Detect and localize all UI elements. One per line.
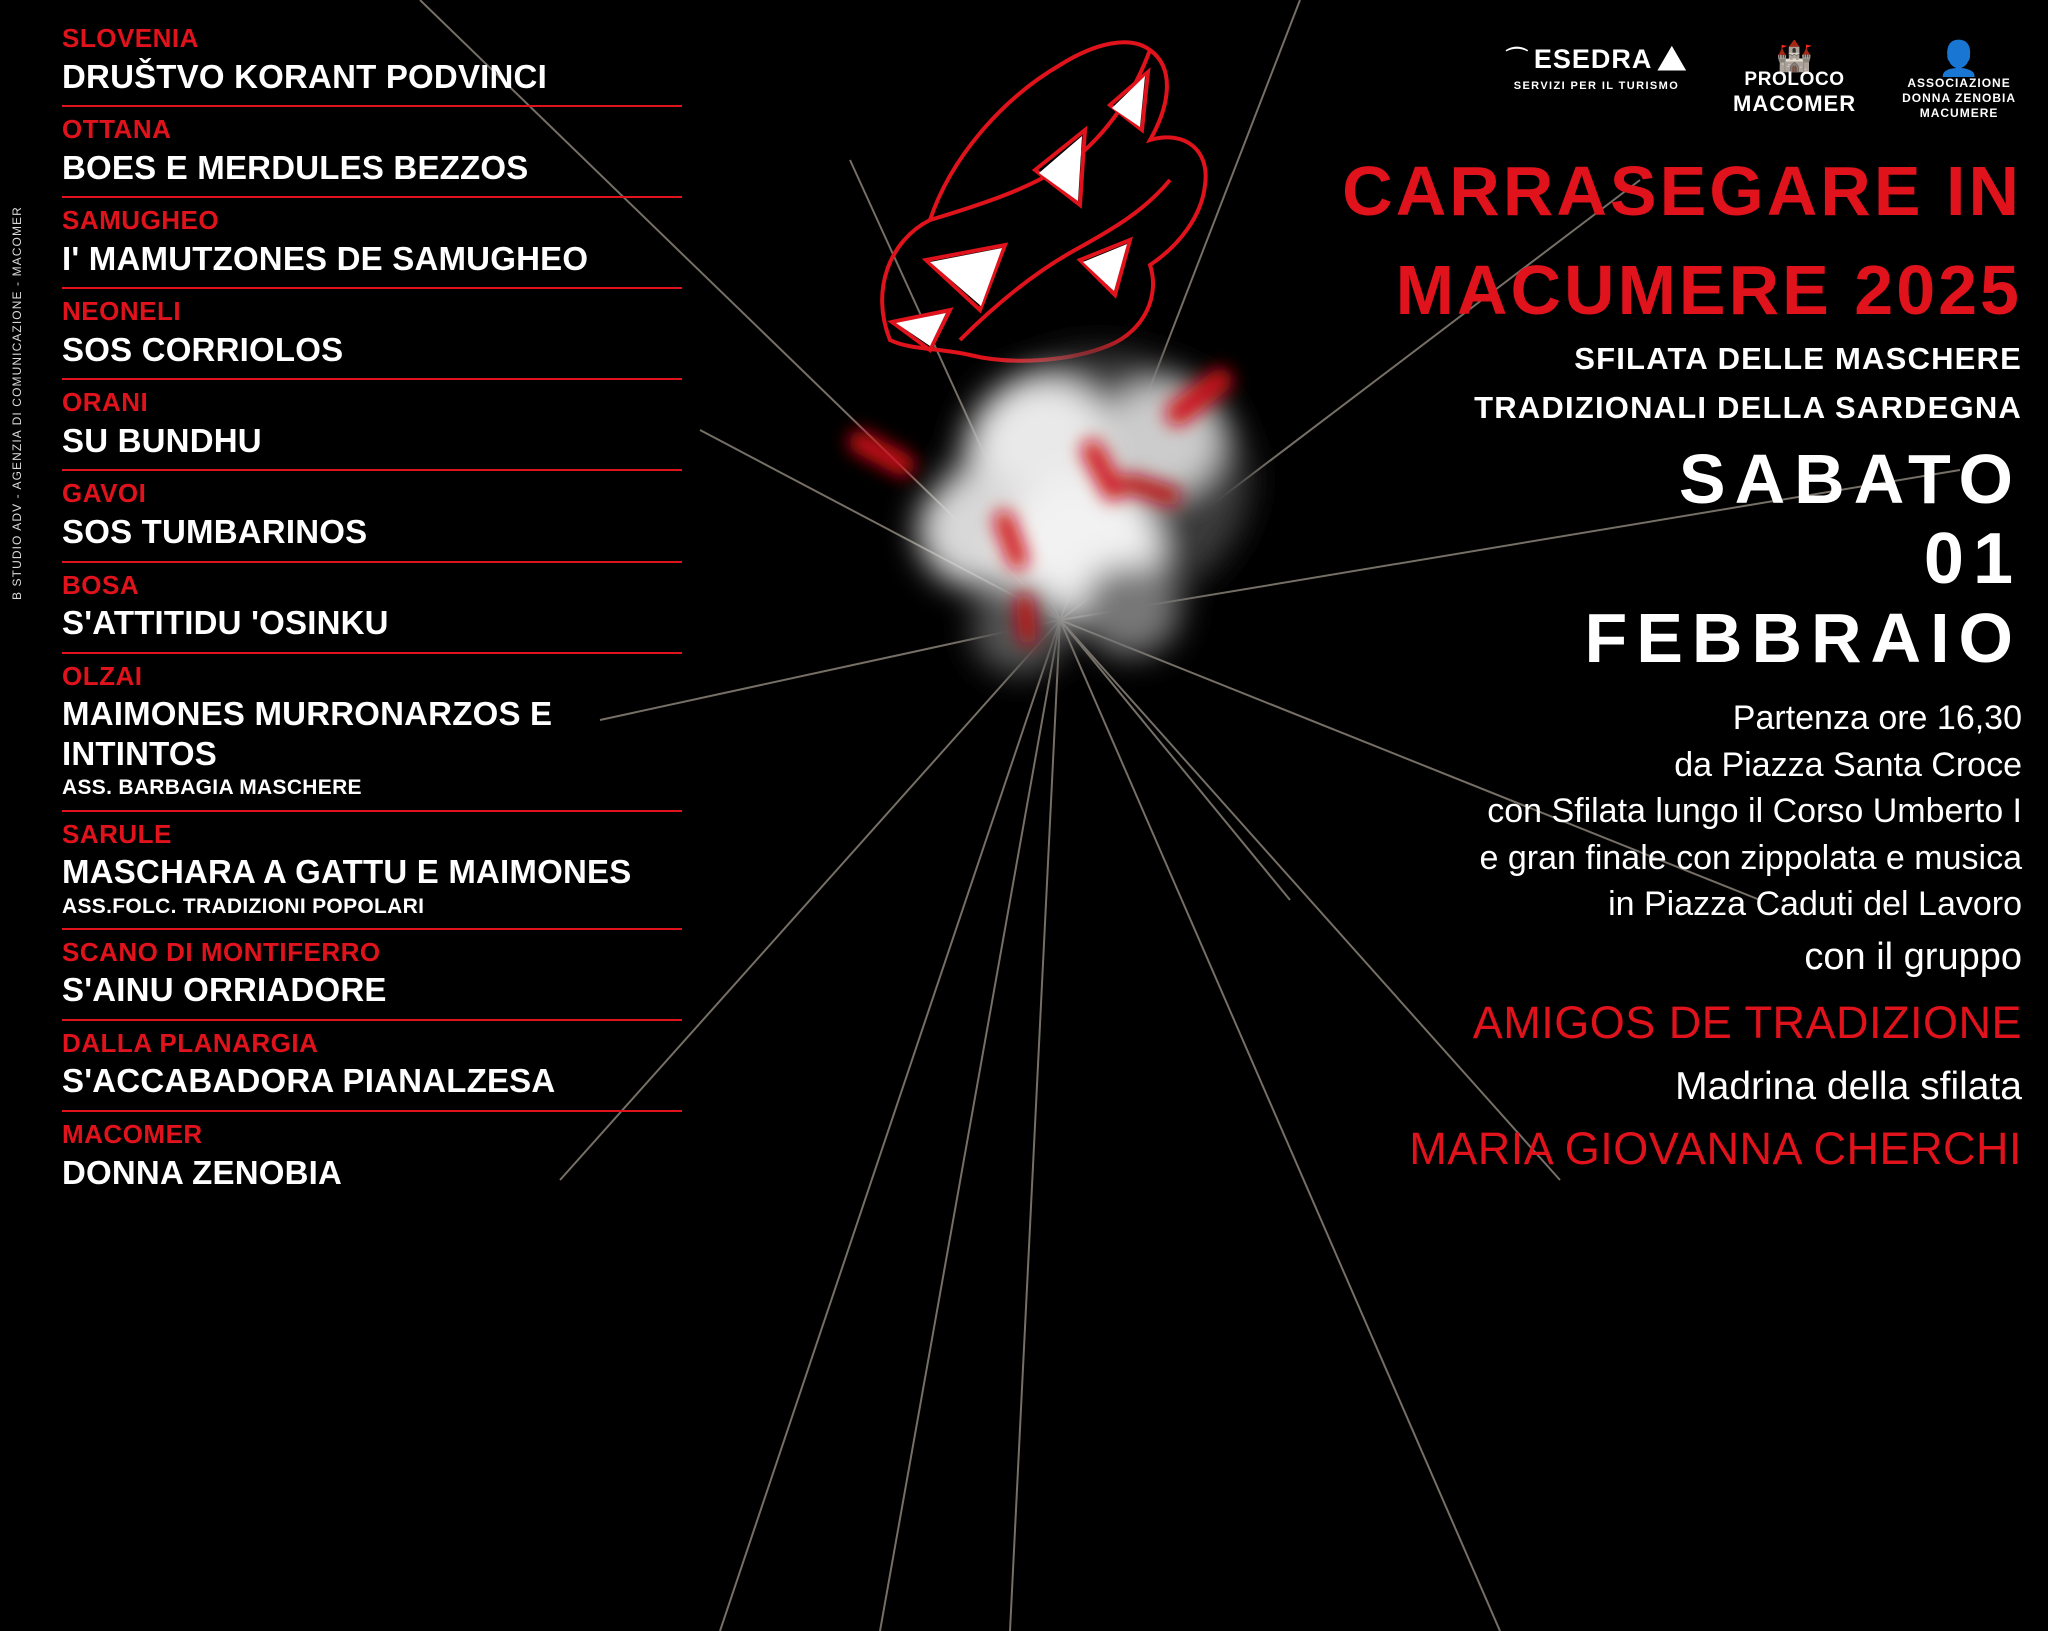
group-name: I' MAMUTZONES DE SAMUGHEO	[62, 239, 589, 277]
groups-list	[62, 22, 682, 1196]
divider	[62, 469, 682, 471]
group-name: DRUŠTVO KORANT PODVINCI	[62, 57, 547, 95]
group-place: MACOMER	[62, 1119, 203, 1149]
mountain-icon: ⛰	[1657, 40, 1687, 78]
list-item	[62, 818, 682, 930]
list-item	[62, 22, 682, 107]
divider	[62, 1019, 682, 1021]
list-item	[62, 1027, 682, 1112]
group-name: SOS CORRIOLOS	[62, 330, 344, 368]
list-item	[62, 660, 682, 812]
group-place: BOSA	[62, 569, 140, 600]
page-title-line2: MACUMERE 2025	[1395, 251, 2022, 330]
band-name: AMIGOS DE TRADIZIONE	[1472, 996, 2022, 1048]
divider	[62, 1110, 682, 1112]
proloco-logo	[1733, 42, 1856, 117]
zenobia-logo-line1: ASSOCIAZIONE	[1907, 76, 2011, 90]
group-subtitle: ASS.FOLC. TRADIZIONI POPOLARI	[62, 894, 425, 918]
group-place: OLZAI	[62, 660, 143, 691]
group-name: MASCHARA A GATTU E MAIMONES	[62, 853, 632, 891]
list-item	[62, 936, 682, 1021]
group-place: DALLA PLANARGIA	[62, 1027, 319, 1058]
madrina-label: Madrina della sfilata	[1675, 1064, 2022, 1108]
info-line-4: e gran finale con zippolata e musica	[1479, 838, 2022, 877]
divider	[62, 196, 682, 198]
group-name: S'AINU ORRIADORE	[62, 971, 387, 1009]
group-name: BOES E MERDULES BEZZOS	[62, 148, 529, 186]
group-name: S'ATTITIDU 'OSINKU	[62, 604, 389, 642]
divider	[62, 105, 682, 107]
list-item	[62, 1118, 682, 1192]
divider	[62, 928, 682, 930]
info-line-6: con il gruppo	[1804, 936, 2022, 979]
group-place: GAVOI	[62, 478, 147, 509]
group-name: MAIMONES MURRONARZOS E INTINTOS	[62, 695, 553, 772]
page-title-line1: CARRASEGARE IN	[1342, 152, 2022, 230]
group-place: ORANI	[62, 387, 149, 418]
info-line-1: Partenza ore 16,30	[1732, 699, 2022, 738]
event-weekday: SABATO	[1678, 440, 2022, 519]
group-place: OTTANA	[62, 114, 172, 145]
castle-icon: 🏰	[1775, 40, 1814, 73]
studio-credit: B STUDIO ADV - AGENZIA DI COMUNICAZIONE - MACOMER	[10, 206, 24, 600]
group-subtitle: ASS. BARBAGIA MASCHERE	[62, 776, 362, 800]
proloco-logo-line1: PROLOCO	[1744, 69, 1845, 90]
group-name: DONNA ZENOBIA	[62, 1153, 343, 1191]
zenobia-logo-line2: DONNA ZENOBIA	[1902, 91, 2016, 105]
page-subtitle-line1: SFILATA DELLE MASCHERE	[1574, 340, 2022, 376]
group-place: SLOVENIA	[62, 23, 199, 53]
list-item	[62, 569, 682, 654]
event-info	[1302, 696, 2022, 983]
esedra-logo-text: ESEDRA	[1533, 43, 1653, 74]
arc-icon: ⌒	[1505, 46, 1529, 71]
event-date	[1302, 440, 2022, 677]
group-place: NEONELI	[62, 296, 182, 327]
group-place: SCANO DI MONTIFERRO	[62, 936, 381, 967]
divider	[62, 561, 682, 563]
list-item	[62, 386, 682, 471]
info-line-5: in Piazza Caduti del Lavoro	[1608, 885, 2022, 924]
group-place: SARULE	[62, 818, 172, 849]
proloco-logo-line2: MACOMER	[1733, 91, 1857, 116]
madrina-name: MARIA GIOVANNA CHERCHI	[1409, 1122, 2022, 1174]
group-name: SOS TUMBARINOS	[62, 512, 368, 550]
event-day-number: 01	[1923, 519, 2022, 600]
list-item	[62, 477, 682, 562]
group-name: S'ACCABADORA PIANALZESA	[62, 1062, 556, 1100]
esedra-logo-tagline: SERVIZI PER IL TURISMO	[1513, 80, 1680, 92]
event-details-column	[1302, 20, 2022, 1175]
list-item	[62, 113, 682, 198]
group-name: SU BUNDHU	[62, 421, 262, 459]
donna-zenobia-logo	[1902, 42, 2016, 121]
divider	[62, 810, 682, 812]
page-subtitle-line2: TRADIZIONALI DELLA SARDEGNA	[1474, 390, 2022, 426]
mask-icon: 👤	[1937, 40, 1981, 78]
list-item	[62, 295, 682, 380]
sponsor-logos	[1302, 20, 2022, 128]
divider	[62, 287, 682, 289]
event-month: FEBBRAIO	[1584, 598, 2022, 677]
zenobia-logo-line3: MACUMERE	[1919, 106, 1999, 120]
list-item	[62, 204, 682, 289]
group-place: SAMUGHEO	[62, 205, 220, 236]
esedra-logo-mark	[1506, 42, 1687, 76]
info-line-3: con Sfilata lungo il Corso Umberto I	[1487, 792, 2022, 831]
divider	[62, 378, 682, 380]
esedra-logo	[1506, 42, 1687, 92]
info-line-2: da Piazza Santa Croce	[1674, 745, 2022, 784]
divider	[62, 652, 682, 654]
